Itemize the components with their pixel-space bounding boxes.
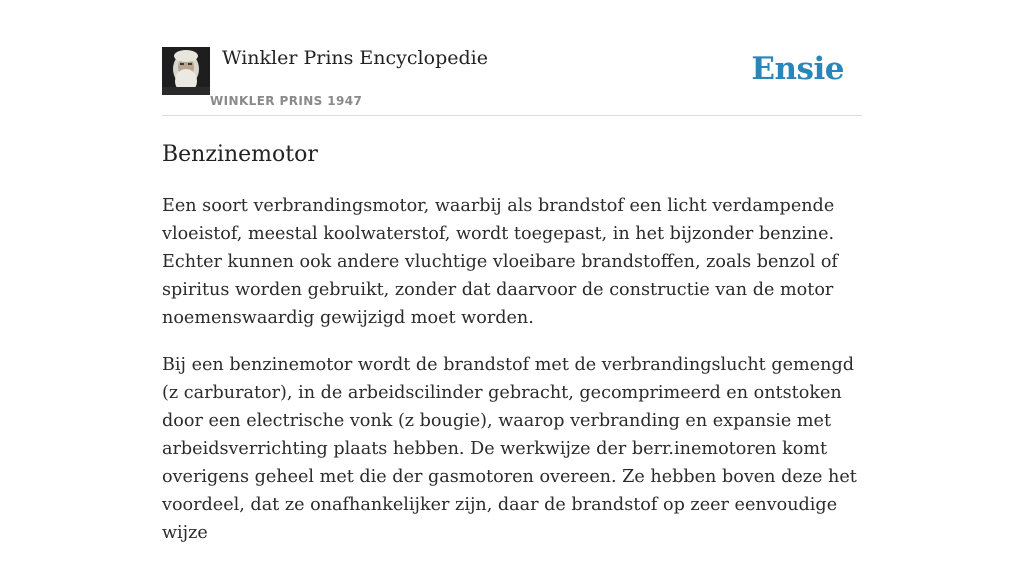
source-edition: WINKLER PRINS 1947 xyxy=(210,94,363,108)
source-title[interactable]: Winkler Prins Encyclopedie xyxy=(222,47,488,69)
article-body xyxy=(162,192,862,566)
portrait-avatar-icon xyxy=(162,47,210,95)
content-column xyxy=(162,0,862,543)
source-avatar[interactable] xyxy=(162,47,210,95)
article-paragraph: Bij een benzinemotor wordt de brandstof met de verbrandingslucht gemengd (z carburator), in de arbeidscilinder gebracht, gecomprimeerd en ontstoken door een electrische vonk (z bougie), waarop verbranding en expansie met arbeidsverrichting plaats hebben. De werkwijze der berr.inemotoren komt overigens geheel met die der gasmotoren overeen. Ze hebben boven deze het voordeel, dat ze onafhankelijker zijn, daar de brandstof op zeer eenvoudige wijze xyxy=(162,355,857,543)
article-paragraph: Een soort verbrandingsmotor, waarbij als brandstof een licht verdampende vloeistof, meestal koolwaterstof, wordt toegepast, in het bijzonder benzine. Echter kunnen ook andere vluchtige vloeibare brandstoffen, zoals benzol of spiritus worden gebruikt, zonder dat daarvoor de constructie van de motor noemenswaardig gewijzigd moet worden. xyxy=(162,196,838,328)
brand-logo[interactable]: Ensie xyxy=(751,51,844,87)
article-title: Benzinemotor xyxy=(162,142,318,167)
source-header xyxy=(162,0,862,116)
